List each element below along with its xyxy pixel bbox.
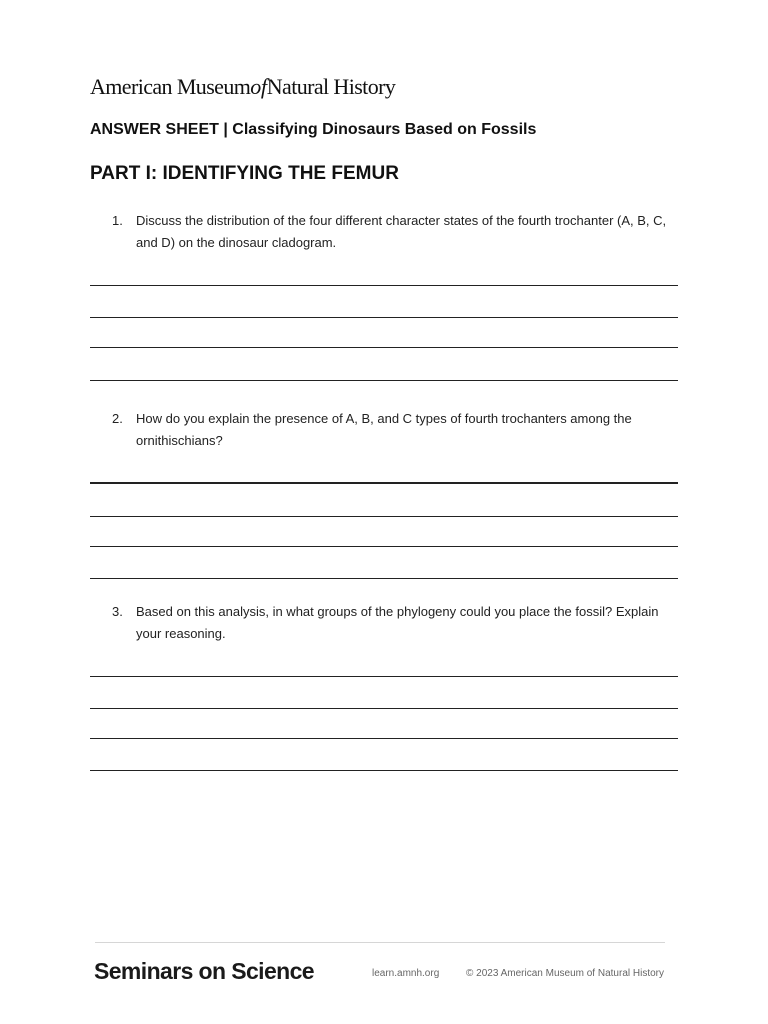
answer-line[interactable] [90,516,678,517]
footer-divider [95,942,665,943]
answer-sheet-title: ANSWER SHEET | Classifying Dinosaurs Based on Fossils [90,121,537,138]
answer-line[interactable] [90,676,678,677]
answer-line[interactable] [90,347,678,348]
question-2 [112,408,672,452]
question-1 [112,210,672,254]
footer-url[interactable]: learn.amnh.org [372,968,440,979]
answer-line[interactable] [90,482,678,484]
question-number: 3. [112,604,123,619]
seminars-on-science-logo: Seminars on Science [94,958,314,984]
question-number: 1. [112,213,123,228]
answer-line[interactable] [90,738,678,739]
question-text: How do you explain the presence of A, B, and C types of fourth trochanters among the ornithischians? [136,411,632,448]
question-3 [112,601,672,645]
logo-text-american-museum: American Museum [90,74,251,99]
footer-copyright: © 2023 American Museum of Natural History [465,968,664,979]
answer-line[interactable] [90,285,678,286]
answer-line[interactable] [90,770,678,771]
answer-line[interactable] [90,380,678,381]
question-text: Based on this analysis, in what groups of the phylogeny could you place the fossil? Explain your reasoning. [136,604,659,641]
answer-line[interactable] [90,578,678,579]
logo-text-of: of [250,74,267,99]
logo-text-natural-history: Natural History [266,74,396,99]
question-text: Discuss the distribution of the four different character states of the fourth trochanter (A, B, C, and D) on the dinosaur cladogram. [136,213,667,250]
answer-line[interactable] [90,708,678,709]
answer-line[interactable] [90,546,678,547]
amnh-logo [90,74,395,100]
part-title: PART I: IDENTIFYING THE FEMUR [90,163,399,184]
question-number: 2. [112,411,123,426]
answer-line[interactable] [90,317,678,318]
